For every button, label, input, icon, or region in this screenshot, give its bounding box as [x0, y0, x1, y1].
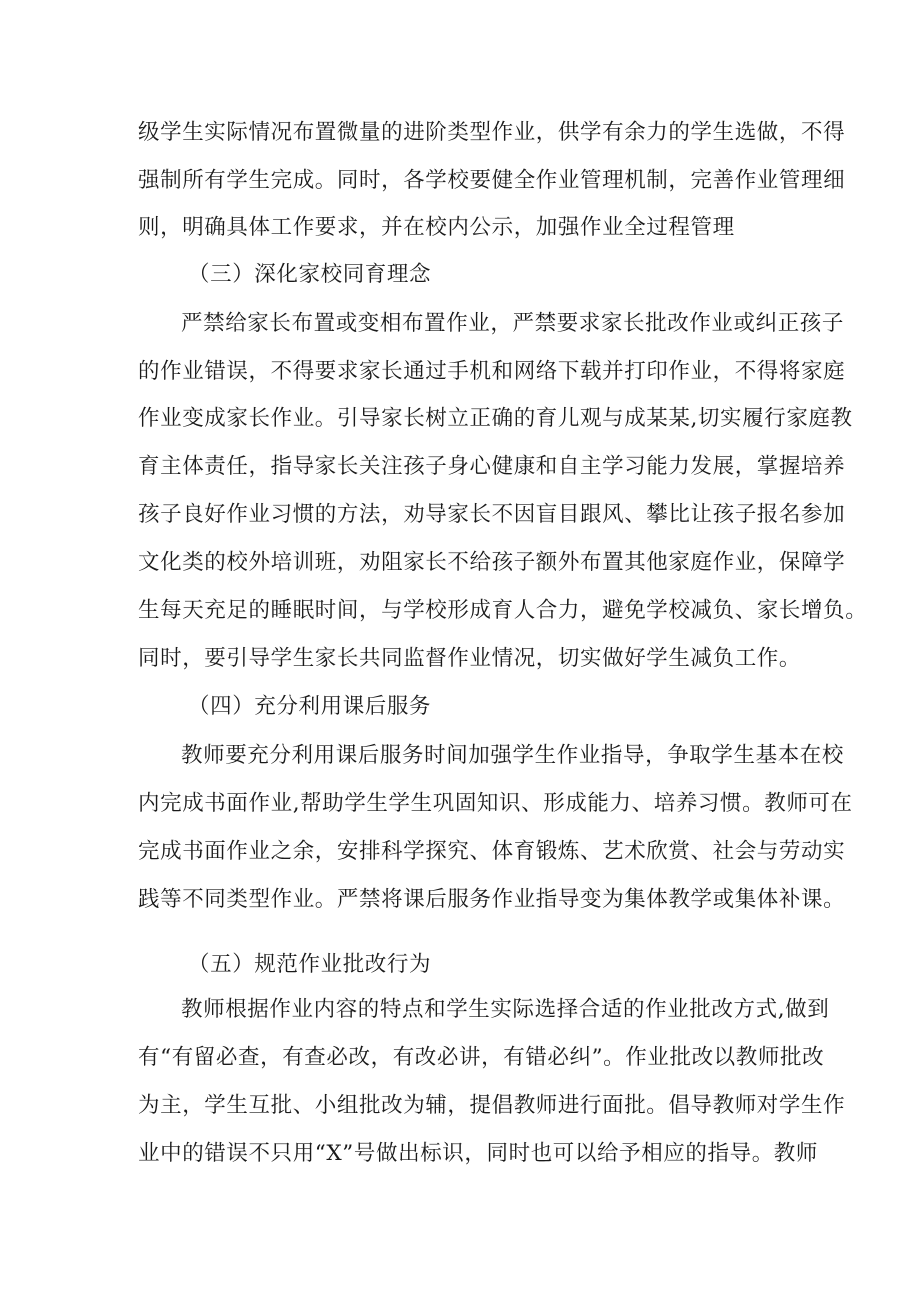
paragraph-line: 完成书面作业之余，安排科学探究、体育锻炼、艺术欣赏、社会与劳动实: [138, 839, 846, 864]
paragraph-line: 育主体责任，指导家长关注孩子身心健康和自主学习能力发展，掌握培养: [138, 454, 846, 479]
paragraph-line: 级学生实际情况布置微量的进阶类型作业，供学有余力的学生选做，不得: [138, 120, 846, 145]
paragraph-line: 严禁给家长布置或变相布置作业，严禁要求家长批改作业或纠正孩子: [181, 311, 845, 336]
paragraph-line: 的作业错误，不得要求家长通过手机和网络下载并打印作业，不得将家庭: [138, 359, 846, 384]
paragraph-line: 孩子良好作业习惯的方法，劝导家长不因盲目跟风、攀比让孩子报名参加: [138, 502, 846, 527]
paragraph-line: 内完成书面作业,帮助学生学生巩固知识、形成能力、培养习惯。教师可在: [138, 791, 853, 816]
paragraph-line: 有“有留必查，有查必改，有改必讲，有错必纠”。作业批改以教师批改: [138, 1045, 825, 1070]
paragraph-line: 强制所有学生完成。同时，各学校要健全作业管理机制，完善作业管理细: [138, 168, 846, 193]
paragraph-line: 践等不同类型作业。严禁将课后服务作业指导变为集体教学或集体补课。: [138, 887, 846, 912]
section-heading-3: （三）深化家校同育理念: [188, 262, 432, 287]
paragraph-line: 业中的错误不只用“X”号做出标识，同时也可以给予相应的指导。教师: [138, 1141, 818, 1166]
paragraph-line: 文化类的校外培训班，劝阻家长不给孩子额外布置其他家庭作业，保障学: [138, 550, 846, 575]
paragraph-line: 教师根据作业内容的特点和学生实际选择合适的作业批改方式,做到: [181, 997, 830, 1022]
paragraph-line: 生每天充足的睡眠时间，与学校形成育人合力，避免学校减负、家长增负。: [138, 598, 868, 623]
section-heading-5: （五）规范作业批改行为: [188, 952, 432, 977]
paragraph-line: 作业变成家长作业。引导家长树立正确的育儿观与成某某,切实履行家庭教: [138, 406, 853, 431]
paragraph-line: 则，明确具体工作要求，并在校内公示，加强作业全过程管理: [138, 215, 735, 240]
paragraph-line: 同时，要引导学生家长共同监督作业情况，切实做好学生减负工作。: [138, 646, 802, 671]
section-heading-4: （四）充分利用课后服务: [188, 694, 432, 719]
paragraph-line: 教师要充分利用课后服务时间加强学生作业指导，争取学生基本在校: [181, 743, 845, 768]
paragraph-line: 为主，学生互批、小组批改为辅，提倡教师进行面批。倡导教师对学生作: [138, 1093, 846, 1118]
